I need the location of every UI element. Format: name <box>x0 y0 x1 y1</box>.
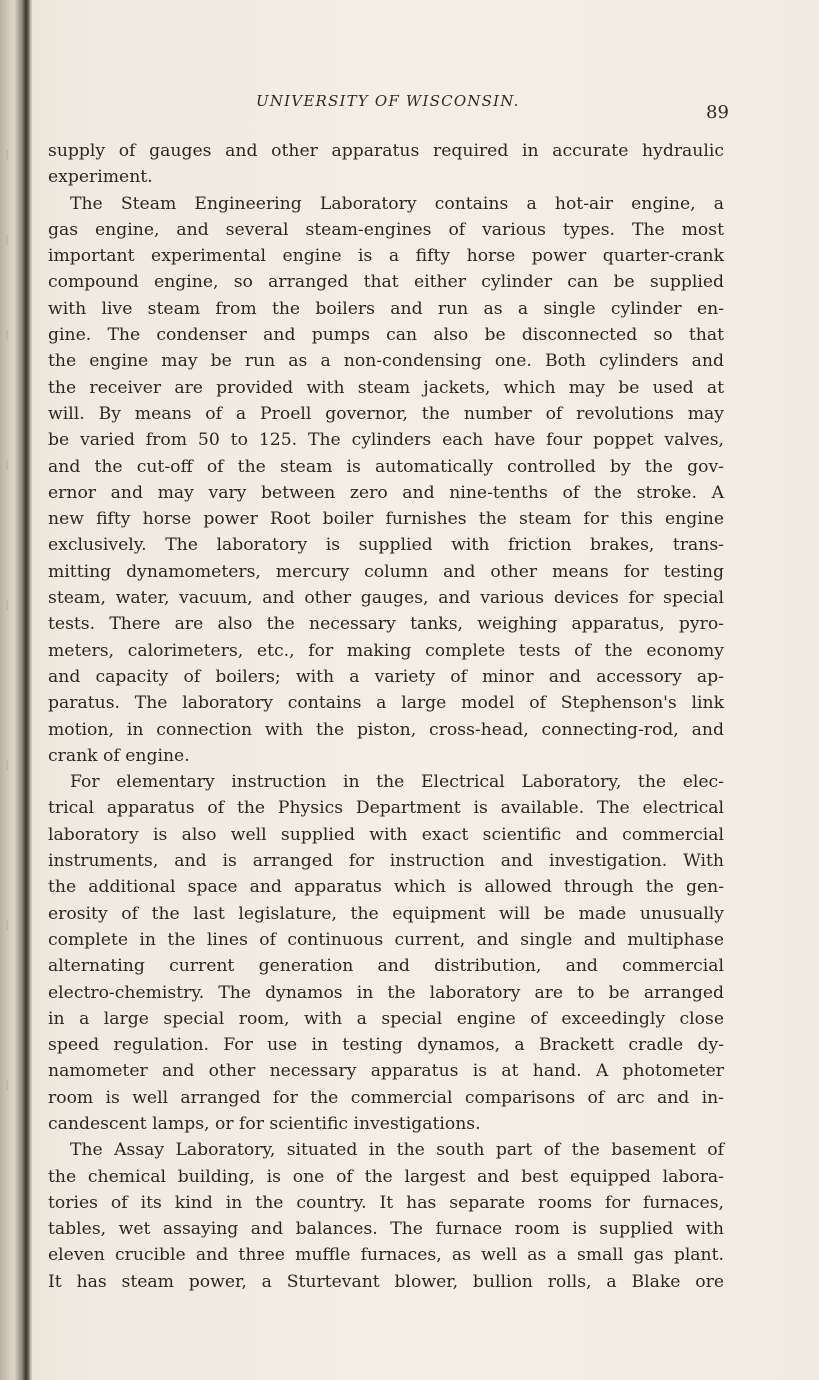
text-line: erosity of the last legislature, the equipment will be made unusually <box>48 903 724 924</box>
text-line: the additional space and apparatus which is allowed through the gen- <box>48 877 724 898</box>
text-line: and capacity of boilers; with a variety of minor and accessory ap- <box>48 666 724 687</box>
text-line: crank of engine. <box>48 745 190 766</box>
text-line: in a large special room, with a special engine of exceedingly close <box>48 1008 724 1029</box>
text-line: alternating current generation and distribution, and commercial <box>48 956 724 977</box>
gutter-mark <box>6 760 16 770</box>
text-line: with live steam from the boilers and run as a single cylinder en- <box>48 298 724 319</box>
text-line: speed regulation. For use in testing dynamos, a Brackett cradle dy- <box>48 1035 724 1056</box>
text-line: will. By means of a Proell governor, the number of revolutions may <box>48 403 724 424</box>
text-line: instruments, and is arranged for instruction and investigation. With <box>48 851 724 872</box>
gutter-mark <box>6 330 16 340</box>
text-line: paratus. The laboratory contains a large model of Stephenson's link <box>48 693 724 714</box>
text-line: ernor and may vary between zero and nine-tenths of the stroke. A <box>48 482 724 503</box>
text-line: namometer and other necessary apparatus is at hand. A photometer <box>48 1061 724 1082</box>
text-line: gas engine, and several steam-engines of various types. The most <box>48 219 724 240</box>
text-line: complete in the lines of continuous current, and single and multiphase <box>48 929 724 950</box>
text-line: steam, water, vacuum, and other gauges, and various devices for special <box>48 588 724 609</box>
text-line: laboratory is also well supplied with exact scientific and commercial <box>48 824 724 845</box>
text-line: exclusively. The laboratory is supplied with friction brakes, trans- <box>48 535 724 556</box>
text-line: The Assay Laboratory, situated in the south part of the basement of <box>70 1140 724 1161</box>
text-line: The Steam Engineering Laboratory contains a hot-air engine, a <box>70 193 724 214</box>
text-line: the chemical building, is one of the largest and best equipped labora- <box>48 1166 724 1187</box>
gutter-mark <box>6 600 16 610</box>
gutter-mark <box>6 235 16 245</box>
page-number: 89 <box>706 102 729 123</box>
text-line: new fifty horse power Root boiler furnishes the steam for this engine <box>48 509 724 530</box>
text-line: meters, calorimeters, etc., for making complete tests of the economy <box>48 640 724 661</box>
gutter-mark <box>6 150 16 160</box>
gutter-mark <box>6 460 16 470</box>
text-line: compound engine, so arranged that either cylinder can be supplied <box>48 272 724 293</box>
text-line: tests. There are also the necessary tanks, weighing apparatus, pyro- <box>48 614 724 635</box>
text-line: trical apparatus of the Physics Department is available. The electrical <box>48 798 724 819</box>
text-line: experiment. <box>48 167 153 188</box>
text-line: and the cut-off of the steam is automatically controlled by the gov- <box>48 456 724 477</box>
page-gutter <box>0 0 32 1380</box>
text-line: mitting dynamometers, mercury column and other means for testing <box>48 561 724 582</box>
text-line: the engine may be run as a non-condensing one. Both cylinders and <box>48 351 724 372</box>
text-line: motion, in connection with the piston, cross-head, connecting-rod, and <box>48 719 724 740</box>
text-line: gine. The condenser and pumps can also be disconnected so that <box>48 325 724 346</box>
text-line: important experimental engine is a fifty horse power quarter-crank <box>48 246 724 267</box>
text-line: tables, wet assaying and balances. The furnace room is supplied with <box>48 1219 724 1240</box>
gutter-mark <box>6 920 16 930</box>
text-line: room is well arranged for the commercial comparisons of arc and in- <box>48 1087 724 1108</box>
running-head: UNIVERSITY OF WISCONSIN. <box>256 92 520 110</box>
text-line: supply of gauges and other apparatus required in accurate hydraulic <box>48 141 724 161</box>
text-line: candescent lamps, or for scientific investigations. <box>48 1113 481 1134</box>
text-line: eleven crucible and three muffle furnaces, as well as a small gas plant. <box>48 1245 724 1266</box>
text-line: For elementary instruction in the Electrical Laboratory, the elec- <box>70 772 724 793</box>
body-text <box>32 138 732 1295</box>
text-line: It has steam power, a Sturtevant blower, bullion rolls, a Blake ore <box>48 1271 724 1292</box>
text-line: tories of its kind in the country. It has separate rooms for furnaces, <box>48 1192 724 1213</box>
gutter-mark <box>6 1080 16 1090</box>
text-line: electro-chemistry. The dynamos in the laboratory are to be arranged <box>48 982 724 1003</box>
text-line: be varied from 50 to 125. The cylinders each have four poppet valves, <box>48 430 724 451</box>
text-line: the receiver are provided with steam jackets, which may be used at <box>48 377 724 398</box>
